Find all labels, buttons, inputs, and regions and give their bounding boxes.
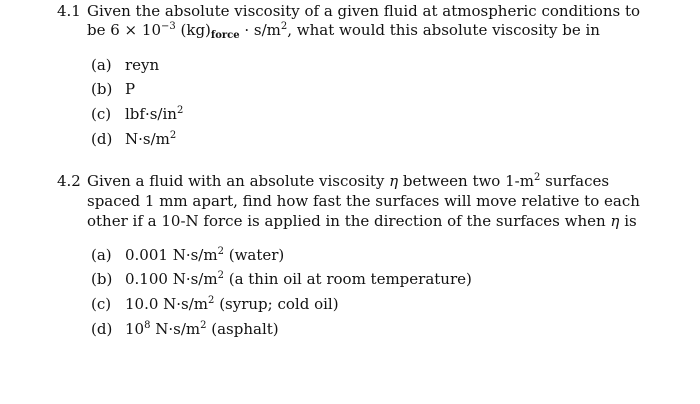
option-c: (c) 10.0 $N\cdot s/m^2$ (syrup; cold oil) bbox=[91, 295, 339, 313]
problem-number: 4.1 bbox=[57, 2, 81, 20]
problem-stem-line: Given the absolute viscosity of a given fluid at atmospheric conditions to bbox=[87, 2, 641, 20]
option-c: (c) $lbf\cdot s/in^2$ bbox=[91, 105, 184, 123]
problem-stem-line: other if a 10-N force is applied in the direction of the surfaces when η is bbox=[87, 212, 637, 230]
problem-stem-line: Given a fluid with an absolute viscosity η between two $1-m^2$ surfaces bbox=[87, 172, 610, 190]
option-b: (b) 0.100 $N\cdot s/m^2$ (a thin oil at room temperature) bbox=[91, 270, 472, 288]
problem-number: 4.2 bbox=[57, 172, 81, 190]
problem-stem-line: spaced 1 mm apart, find how fast the surfaces will move relative to each bbox=[87, 192, 640, 210]
option-d: (d) $10^8$ $N\cdot s/m^2$ (asphalt) bbox=[91, 320, 279, 338]
option-b: (b) P bbox=[91, 80, 136, 98]
option-d: (d) $N\cdot s/m^2$ bbox=[91, 130, 177, 148]
option-a: (a) 0.001 $N\cdot s/m^2$ (water) bbox=[91, 246, 285, 264]
option-a: (a) reyn bbox=[91, 56, 160, 74]
problem-stem-line: be $6 \times 10^{-3}$ $(kg)_{force} \cdot s/m^2$, what would this absolute viscosity be in bbox=[87, 21, 600, 41]
